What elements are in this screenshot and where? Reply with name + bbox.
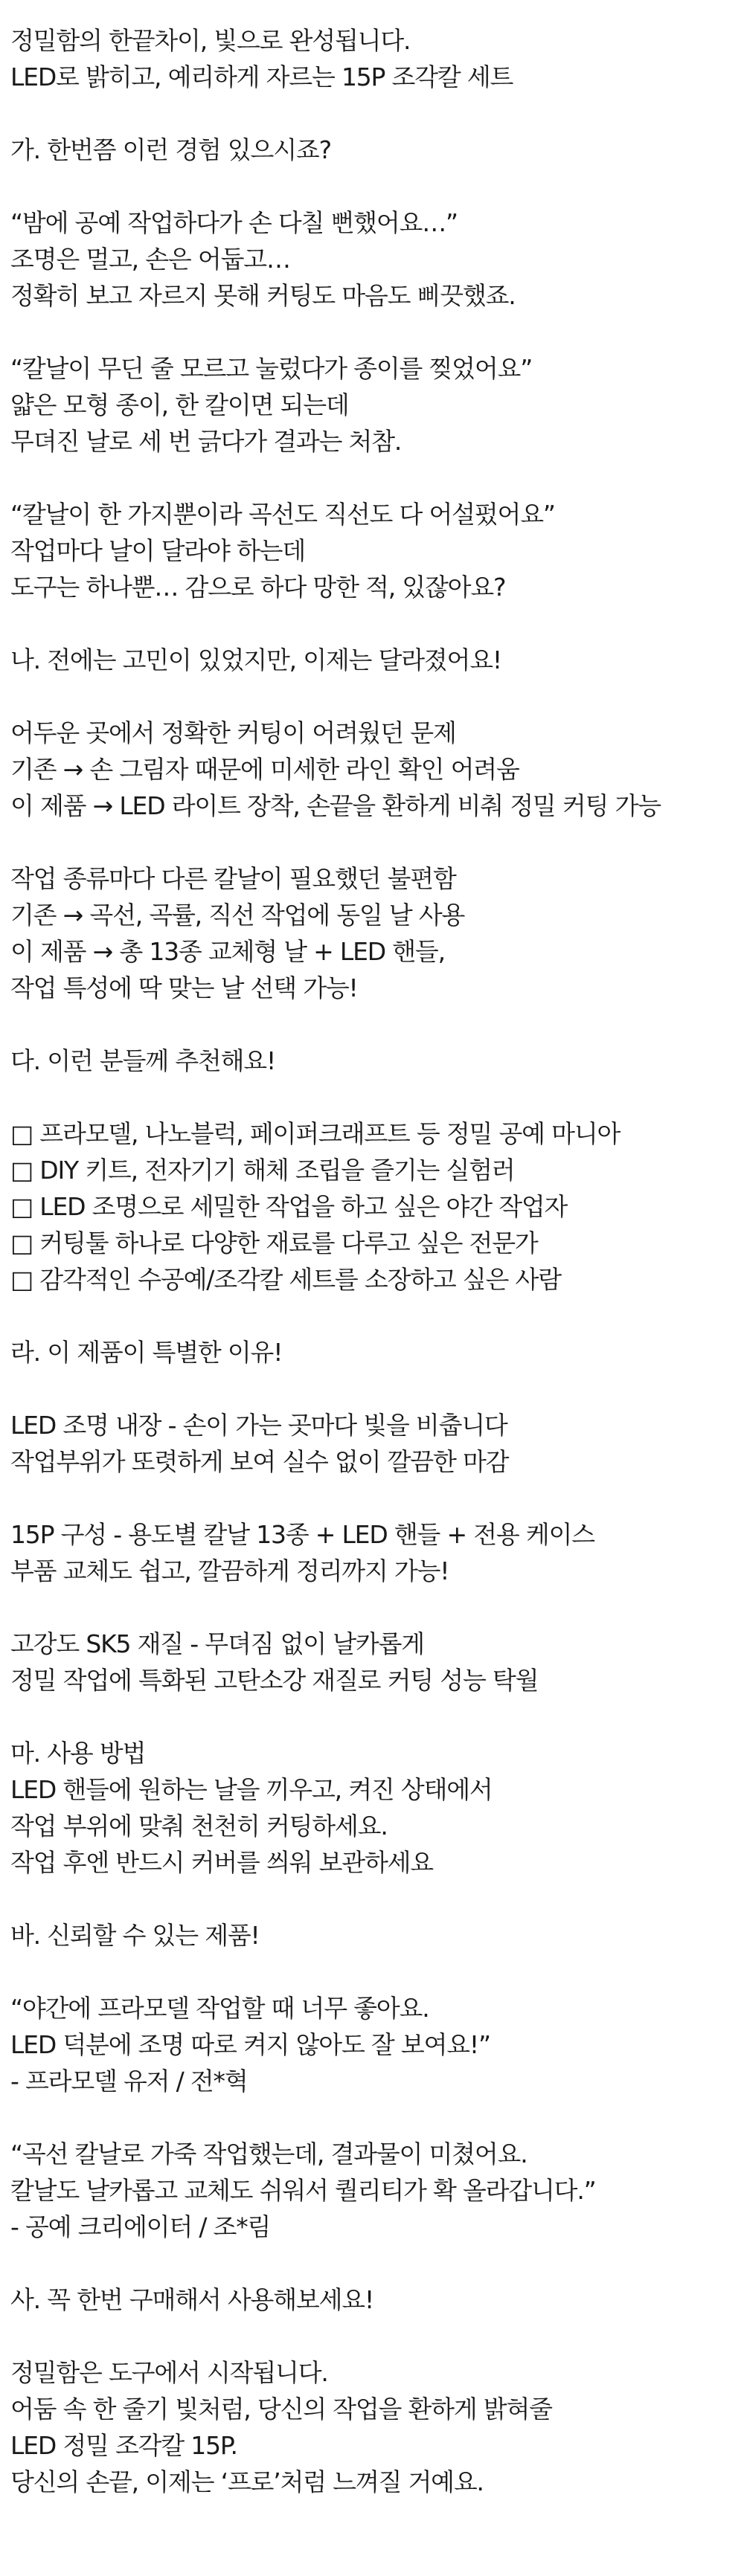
text-line: LED로 밝히고, 예리하게 자르는 15P 조각칼 세트 (10, 62, 513, 91)
paragraph (10, 1626, 734, 1698)
text-line: 작업 종류마다 다른 칼날이 필요했던 불편함 (10, 864, 456, 893)
paragraph-gap (10, 1954, 734, 1990)
paragraph-gap (10, 1589, 734, 1626)
text-line: 고강도 SK5 재질 - 무뎌짐 없이 날카롭게 (10, 1629, 424, 1658)
paragraph (10, 1516, 734, 1589)
paragraph (10, 2282, 734, 2318)
text-line: “칼날이 무딘 줄 모르고 눌렀다가 종이를 찢었어요” (10, 354, 533, 383)
paragraph-gap (10, 1698, 734, 1735)
paragraph-gap (10, 2099, 734, 2136)
paragraph (10, 2136, 734, 2245)
text-line: - 공예 크리에이터 / 조*림 (10, 2212, 271, 2241)
paragraph (10, 205, 734, 314)
text-line: “밤에 공예 작업하다가 손 다칠 뻔했어요…” (10, 208, 458, 237)
text-line: 조명은 멀고, 손은 어둡고… (10, 245, 290, 274)
text-line: 어두운 곳에서 정확한 커팅이 어려웠던 문제 (10, 718, 456, 747)
text-line: 바. 신뢰할 수 있는 제품! (10, 1921, 260, 1950)
paragraph (10, 496, 734, 605)
text-line: 정밀함의 한끝차이, 빛으로 완성됩니다. (10, 26, 411, 55)
text-line: 나. 전에는 고민이 있었지만, 이제는 달라졌어요! (10, 645, 501, 674)
document-body (10, 22, 734, 2500)
paragraph (10, 1115, 734, 1298)
text-line: “칼날이 한 가지뿐이라 곡선도 직선도 다 어설펐어요” (10, 500, 555, 529)
text-line: 이 제품 → LED 라이트 장착, 손끝을 환하게 비춰 정밀 커팅 가능 (10, 791, 661, 820)
paragraph (10, 1407, 734, 1480)
paragraph (10, 642, 734, 678)
paragraph-gap (10, 460, 734, 496)
paragraph-gap (10, 2318, 734, 2354)
text-line: 이 제품 → 총 13종 교체형 날 + LED 핸들, (10, 937, 445, 966)
text-line: □ DIY 키트, 전자기기 해체 조립을 즐기는 실험러 (10, 1156, 515, 1185)
text-line: 무뎌진 날로 세 번 긁다가 결과는 처참. (10, 427, 402, 456)
paragraph-gap (10, 1298, 734, 1334)
paragraph-gap (10, 1881, 734, 1917)
paragraph (10, 1917, 734, 1954)
paragraph (10, 1990, 734, 2099)
paragraph-gap (10, 1371, 734, 1407)
text-line: 칼날도 날카롭고 교체도 쉬워서 퀄리티가 확 올라갑니다.” (10, 2176, 596, 2205)
paragraph (10, 1735, 734, 1881)
paragraph-gap (10, 168, 734, 205)
text-line: 어둠 속 한 줄기 빛처럼, 당신의 작업을 환하게 밝혀줄 (10, 2395, 552, 2424)
text-line: 부품 교체도 쉽고, 깔끔하게 정리까지 가능! (10, 1556, 449, 1585)
text-line: 정밀함은 도구에서 시작됩니다. (10, 2358, 328, 2387)
text-line: LED 덕분에 조명 따로 켜지 않아도 잘 보여요!” (10, 2030, 490, 2059)
text-line: 기존 → 손 그림자 때문에 미세한 라인 확인 어려움 (10, 755, 519, 784)
paragraph (10, 1334, 734, 1371)
text-line: 얇은 모형 종이, 한 칼이면 되는데 (10, 390, 349, 419)
paragraph-gap (10, 678, 734, 715)
text-line: 작업 부위에 맞춰 천천히 커팅하세요. (10, 1812, 388, 1841)
paragraph (10, 350, 734, 460)
text-line: □ 커팅툴 하나로 다양한 재료를 다루고 싶은 전문가 (10, 1229, 538, 1258)
paragraph-gap (10, 824, 734, 860)
text-line: “곡선 칼날로 가죽 작업했는데, 결과물이 미쳤어요. (10, 2139, 527, 2168)
paragraph-gap (10, 1079, 734, 1115)
paragraph-gap (10, 1480, 734, 1516)
text-line: “야간에 프라모델 작업할 때 너무 좋아요. (10, 1994, 429, 2023)
text-line: LED 핸들에 원하는 날을 끼우고, 켜진 상태에서 (10, 1775, 493, 1804)
paragraph (10, 22, 734, 95)
paragraph-gap (10, 1006, 734, 1043)
paragraph (10, 132, 734, 168)
text-line: LED 조명 내장 - 손이 가는 곳마다 빛을 비춥니다 (10, 1411, 507, 1440)
text-line: 작업부위가 또렷하게 보여 실수 없이 깔끔한 마감 (10, 1447, 509, 1476)
paragraph-gap (10, 314, 734, 350)
text-line: 당신의 손끝, 이제는 ‘프로’처럼 느껴질 거예요. (10, 2467, 484, 2496)
text-line: 작업 후엔 반드시 커버를 씌워 보관하세요 (10, 1848, 433, 1877)
text-line: 마. 사용 방법 (10, 1739, 146, 1768)
text-line: 도구는 하나뿐… 감으로 하다 망한 적, 있잖아요? (10, 573, 506, 602)
text-line: 기존 → 곡선, 곡률, 직선 작업에 동일 날 사용 (10, 901, 465, 930)
text-line: 라. 이 제품이 특별한 이유! (10, 1338, 283, 1367)
text-line: 가. 한번쯤 이런 경험 있으시죠? (10, 135, 331, 164)
text-line: 사. 꼭 한번 구매해서 사용해보세요! (10, 2285, 373, 2314)
paragraph (10, 715, 734, 824)
text-line: 정확히 보고 자르지 못해 커팅도 마음도 삐끗했죠. (10, 281, 516, 310)
paragraph (10, 860, 734, 1006)
paragraph (10, 2354, 734, 2500)
text-line: 작업 특성에 딱 맞는 날 선택 가능! (10, 973, 358, 1002)
text-line: 작업마다 날이 달라야 하는데 (10, 536, 306, 565)
text-line: 정밀 작업에 특화된 고탄소강 재질로 커팅 성능 탁월 (10, 1666, 539, 1695)
text-line: - 프라모델 유저 / 전*혁 (10, 2067, 248, 2096)
text-line: □ 감각적인 수공예/조각칼 세트를 소장하고 싶은 사람 (10, 1265, 561, 1294)
paragraph-gap (10, 605, 734, 642)
text-line: 15P 구성 - 용도별 칼날 13종 + LED 핸들 + 전용 케이스 (10, 1520, 594, 1549)
paragraph-gap (10, 2245, 734, 2282)
text-line: □ 프라모델, 나노블럭, 페이퍼크래프트 등 정밀 공예 마니아 (10, 1119, 620, 1148)
text-line: □ LED 조명으로 세밀한 작업을 하고 싶은 야간 작업자 (10, 1192, 568, 1221)
paragraph (10, 1043, 734, 1079)
text-line: 다. 이런 분들께 추천해요! (10, 1046, 275, 1075)
text-line: LED 정밀 조각칼 15P. (10, 2431, 237, 2460)
paragraph-gap (10, 95, 734, 132)
